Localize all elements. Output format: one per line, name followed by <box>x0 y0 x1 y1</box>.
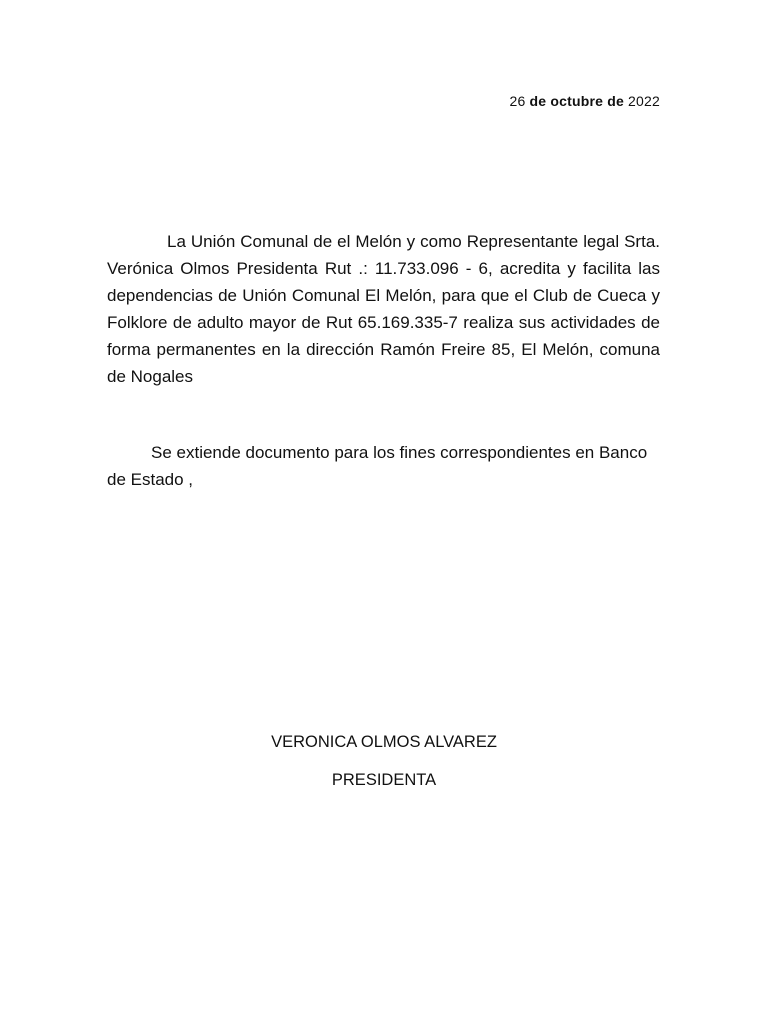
signatory-name: VERONICA OLMOS ALVAREZ <box>271 733 497 751</box>
date-day: 26 <box>509 93 526 109</box>
date-year: 2022 <box>628 93 660 109</box>
body-paragraph-2: Se extiende documento para los fines correspondientes en Banco de Estado , <box>107 443 648 489</box>
document-date <box>509 93 660 109</box>
signatory-title: PRESIDENTA <box>331 771 437 789</box>
date-month: de octubre de <box>529 93 624 109</box>
body-paragraph-1: La Unión Comunal de el Melón y como Representante legal Srta. Verónica Olmos Presidenta Rut .: 11.733.096 - 6, acredita y facilita las dependencias de Unión Comunal El Melón, para que el Club de Cueca y Folklore de adulto mayor de Rut 65.169.335-7 realiza sus actividades de forma permanentes en la dirección Ramón Freire 85, El Melón, comuna de Nogales <box>107 232 660 386</box>
